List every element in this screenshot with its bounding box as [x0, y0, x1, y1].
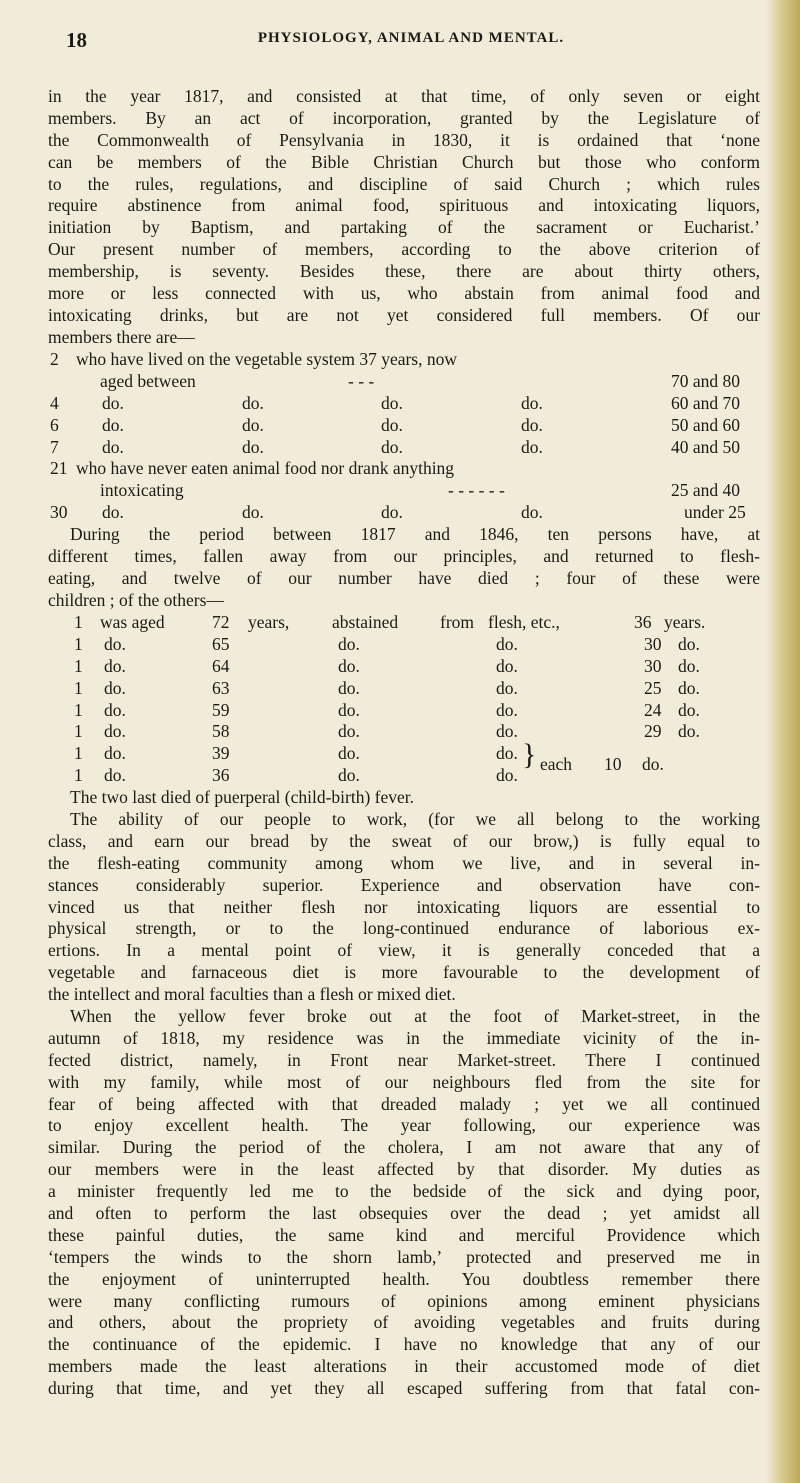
paragraph-5: [48, 1006, 760, 1400]
text-line: During the period between 1817 and 1846, ten persons have, at: [70, 524, 760, 544]
text-line: ‘tempers the winds to the shorn lamb,’ protected and preserved me in: [48, 1246, 760, 1267]
paragraph-3: [48, 787, 760, 809]
unit-cell: do.: [678, 721, 700, 742]
right-brace: }: [522, 738, 537, 772]
text-line: can be members of the Bible Christian Church but those who conform: [48, 151, 760, 172]
ditto-cell: do.: [521, 414, 543, 435]
object-cell: do.: [496, 633, 518, 654]
description-cell: who have never eaten animal food nor drank anything: [76, 458, 455, 479]
ditto-cell: do.: [521, 502, 543, 523]
ditto-cell: do.: [242, 436, 264, 457]
leader-dashes: - - - - - -: [448, 480, 505, 501]
duration-cell: 10: [604, 754, 622, 775]
membership-table: [48, 349, 760, 524]
count-cell: 21: [50, 458, 68, 479]
duration-cell: 25: [644, 677, 662, 698]
description-cell: intoxicating: [100, 480, 184, 501]
verb-cell: do.: [338, 699, 360, 720]
text-line: these painful duties, the same kind and merciful Providence which: [48, 1224, 760, 1245]
count-cell: 6: [50, 414, 59, 435]
ditto-cell: do.: [242, 502, 264, 523]
text-line: more or less connected with us, who abstain from animal food and: [48, 283, 760, 304]
text-line: the intellect and moral faculties than a flesh or mixed diet.: [48, 984, 456, 1005]
text-line: different times, fallen away from our principles, and returned to flesh-: [48, 545, 760, 566]
death-row: [48, 678, 760, 700]
text-line: require abstinence from animal food, spirituous and intoxicating liquors,: [48, 195, 760, 216]
text-line: similar. During the period of the cholera, I am not aware that any of: [48, 1137, 760, 1158]
death-row: [48, 612, 760, 634]
duration-cell: 36: [634, 612, 652, 632]
text-line: ertions. In a mental point of view, it is generally conceded that a: [48, 940, 760, 961]
death-row: [48, 765, 760, 787]
ditto-cell: do.: [102, 392, 124, 413]
text-line: autumn of 1818, my residence was in the immediate vicinity of the in-: [48, 1027, 760, 1048]
page-number: 18: [66, 28, 87, 52]
paragraph-2: [48, 524, 760, 612]
unit-cell: do.: [678, 655, 700, 676]
text-line: and often to perform the last obsequies over the dead ; yet amidst all: [48, 1203, 760, 1224]
count-cell: 30: [50, 502, 68, 523]
text-line: fected district, namely, in Front near Market-street. There I continued: [48, 1049, 760, 1070]
verb-cell: abstained: [332, 612, 399, 632]
age-cell: 72: [212, 612, 230, 632]
ditto-cell: do.: [381, 414, 403, 435]
count-cell: 1: [74, 765, 83, 786]
object-cell: do.: [496, 655, 518, 676]
verb-cell: do.: [338, 743, 360, 764]
who-cell: do.: [104, 765, 126, 786]
running-title: PHYSIOLOGY, ANIMAL AND MENTAL.: [257, 30, 565, 46]
ditto-cell: do.: [381, 436, 403, 457]
membership-row: [48, 371, 760, 393]
object-cell: do.: [496, 765, 518, 786]
age-range-cell: 70 and 80: [671, 370, 741, 391]
membership-row: [48, 415, 760, 437]
text-line: the flesh-eating community among whom we live, and in several in-: [48, 852, 760, 873]
duration-cell: 29: [644, 721, 662, 742]
text-line: fear of being affected with that dreaded malady ; yet we all continued: [48, 1093, 760, 1114]
text-line: When the yellow fever broke out at the foot of Market-street, in the: [70, 1006, 760, 1026]
description-cell: who have lived on the vegetable system 37 years, now: [76, 349, 458, 369]
count-cell: 4: [50, 392, 59, 413]
membership-row: [48, 480, 760, 502]
death-row: [48, 738, 760, 775]
age-range-cell: 60 and 70: [671, 392, 741, 413]
text-line: a minister frequently led me to the bedside of the sick and dying poor,: [48, 1181, 760, 1202]
page-edge-shadow: [766, 0, 800, 1483]
description-cell: aged between: [100, 370, 196, 391]
years-cell: years,: [248, 612, 290, 632]
ditto-cell: do.: [381, 502, 403, 523]
text-line: the enjoyment of uninterrupted health. You doubtless remember there: [48, 1268, 760, 1289]
unit-cell: do.: [678, 699, 700, 720]
count-cell: 1: [74, 612, 83, 632]
brace-label: each: [540, 754, 573, 775]
text-line: to enjoy excellent health. The year following, our experience was: [48, 1115, 760, 1136]
who-cell: was aged: [100, 612, 165, 632]
who-cell: do.: [104, 655, 126, 676]
text-line: the Commonwealth of Pensylvania in 1830, it is ordained that ‘none: [48, 129, 760, 150]
age-cell: 36: [212, 765, 230, 786]
leader-dashes: - - -: [348, 370, 375, 391]
membership-row: [48, 458, 760, 480]
from-cell: from: [440, 612, 475, 632]
object-cell: do.: [496, 721, 518, 742]
verb-cell: do.: [338, 633, 360, 654]
who-cell: do.: [104, 633, 126, 654]
duration-cell: 30: [644, 655, 662, 676]
ditto-cell: do.: [102, 502, 124, 523]
ditto-cell: do.: [102, 414, 124, 435]
object-cell: do.: [496, 743, 518, 764]
unit-cell: years.: [664, 612, 706, 632]
count-cell: 1: [74, 677, 83, 698]
ditto-cell: do.: [242, 392, 264, 413]
text-line: stances considerably superior. Experience and observation have con-: [48, 874, 760, 895]
unit-cell: do.: [642, 754, 664, 775]
text-line: in the year 1817, and consisted at that time, of only seven or eight: [48, 86, 760, 106]
unit-cell: do.: [678, 633, 700, 654]
age-cell: 65: [212, 633, 230, 654]
object-cell: do.: [496, 677, 518, 698]
object-cell: flesh, etc.,: [488, 612, 560, 632]
age-range-cell: 25 and 40: [671, 480, 741, 501]
age-cell: 63: [212, 677, 230, 698]
ditto-cell: do.: [102, 436, 124, 457]
death-row: [48, 656, 760, 678]
object-cell: do.: [496, 699, 518, 720]
count-cell: 1: [74, 743, 83, 764]
age-range-cell: under 25: [684, 502, 746, 523]
duration-cell: 24: [644, 699, 662, 720]
count-cell: 1: [74, 655, 83, 676]
count-cell: 7: [50, 436, 59, 457]
ditto-cell: do.: [381, 392, 403, 413]
death-row: [48, 634, 760, 656]
who-cell: do.: [104, 699, 126, 720]
who-cell: do.: [104, 677, 126, 698]
count-cell: 1: [74, 699, 83, 720]
who-cell: do.: [104, 743, 126, 764]
text-line: to the rules, regulations, and discipline of said Church ; which rules: [48, 173, 760, 194]
unit-cell: do.: [678, 677, 700, 698]
text-line: our members were in the least affected by that disorder. My duties as: [48, 1159, 760, 1180]
paragraph-1: [48, 86, 760, 349]
membership-row: [48, 349, 760, 371]
membership-row: [48, 437, 760, 459]
ditto-cell: do.: [242, 414, 264, 435]
text-line: The ability of our people to work, (for we all belong to the working: [70, 809, 760, 829]
deaths-table: [48, 612, 760, 787]
text-line: vinced us that neither flesh nor intoxicating liquors are essential to: [48, 896, 760, 917]
text-line: members. By an act of incorporation, granted by the Legislature of: [48, 107, 760, 128]
text-line: were many conflicting rumours of opinions among eminent physicians: [48, 1290, 760, 1311]
ditto-cell: do.: [521, 392, 543, 413]
text-line: vegetable and farnaceous diet is more favourable to the development of: [48, 962, 760, 983]
age-cell: 59: [212, 699, 230, 720]
membership-row: [48, 393, 760, 415]
text-line: children ; of the others—: [48, 589, 224, 610]
age-cell: 58: [212, 721, 230, 742]
paragraph-4: [48, 809, 760, 1006]
duration-cell: 30: [644, 633, 662, 654]
age-cell: 39: [212, 743, 230, 764]
death-row: [48, 700, 760, 722]
verb-cell: do.: [338, 765, 360, 786]
text-line: during that time, and yet they all escaped suffering from that fatal con-: [48, 1378, 760, 1399]
text-line: Our present number of members, according to the above criterion of: [48, 239, 760, 260]
membership-row: [48, 502, 760, 524]
death-row: [48, 721, 760, 743]
text-line: the continuance of the epidemic. I have no knowledge that any of our: [48, 1334, 760, 1355]
running-head: [66, 28, 756, 58]
text-line: members there are—: [48, 326, 195, 347]
text-line: membership, is seventy. Besides these, there are about thirty others,: [48, 261, 760, 282]
text-line: members made the least alterations in their accustomed mode of diet: [48, 1356, 760, 1377]
verb-cell: do.: [338, 655, 360, 676]
text-line: class, and earn our bread by the sweat of our brow,) is fully equal to: [48, 830, 760, 851]
verb-cell: do.: [338, 721, 360, 742]
count-cell: 1: [74, 633, 83, 654]
age-range-cell: 40 and 50: [671, 436, 741, 457]
who-cell: do.: [104, 721, 126, 742]
count-cell: 2: [50, 349, 59, 369]
count-cell: 1: [74, 721, 83, 742]
text-line: physical strength, or to the long-continued endurance of laborious ex-: [48, 918, 760, 939]
text-line: initiation by Baptism, and partaking of the sacrament or Eucharist.’: [48, 217, 760, 238]
text-line: and others, about the propriety of avoiding vegetables and fruits during: [48, 1312, 760, 1333]
verb-cell: do.: [338, 677, 360, 698]
text-line: The two last died of puerperal (child-birth) fever.: [70, 787, 415, 807]
age-range-cell: 50 and 60: [671, 414, 741, 435]
text-line: with my family, while most of our neighbours fled from the site for: [48, 1071, 760, 1092]
ditto-cell: do.: [521, 436, 543, 457]
age-cell: 64: [212, 655, 230, 676]
text-line: eating, and twelve of our number have died ; four of these were: [48, 567, 760, 588]
text-line: intoxicating drinks, but are not yet considered full members. Of our: [48, 304, 760, 325]
